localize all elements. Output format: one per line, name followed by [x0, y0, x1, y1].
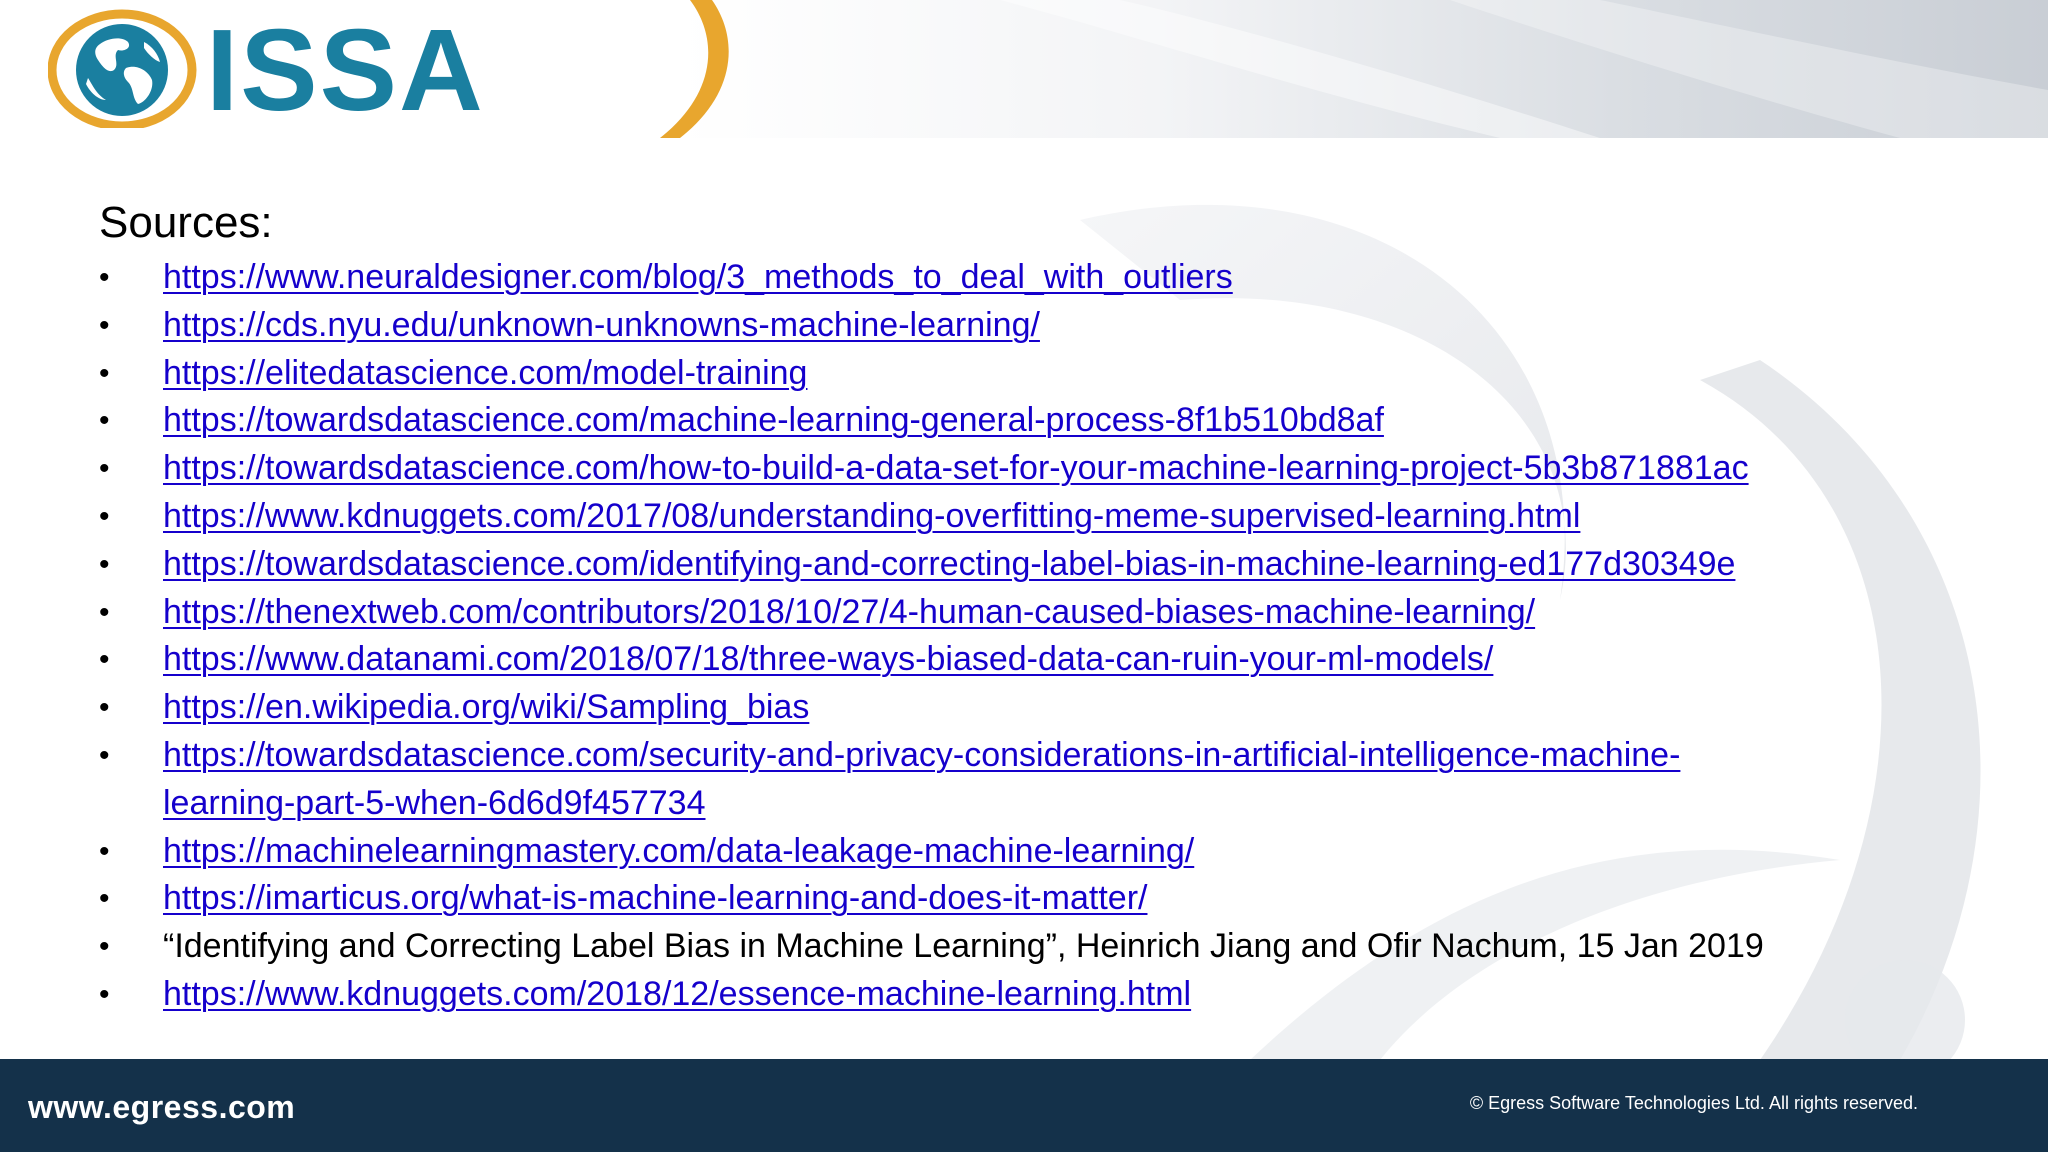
bullet-icon: •	[99, 547, 110, 581]
list-item	[99, 971, 1999, 1019]
bullet-icon: •	[99, 452, 110, 486]
footer-website: www.egress.com	[28, 1089, 296, 1125]
source-link[interactable]: https://towardsdatascience.com/machine-learning-general-process-8f1b510bd8af	[163, 401, 1384, 440]
list-item	[99, 397, 1999, 445]
bullet-icon: •	[99, 404, 110, 438]
bullet-icon: •	[99, 738, 110, 772]
bullet-icon: •	[99, 308, 110, 342]
source-citation: “Identifying and Correcting Label Bias in Machine Learning”, Heinrich Jiang and Ofir Nachum, 15 Jan 2019	[163, 927, 1764, 966]
source-link-line-1: https://towardsdatascience.com/security-and-privacy-considerations-in-artificial-intelligence-machine-	[163, 735, 1681, 774]
bullet-icon: •	[99, 930, 110, 964]
list-item	[99, 541, 1999, 589]
list-item	[99, 254, 1999, 302]
source-link-line-2: learning-part-5-when-6d6d9f457734	[163, 783, 706, 822]
list-item	[99, 828, 1999, 876]
list-item	[99, 493, 1999, 541]
source-link-multiline[interactable]	[163, 736, 1680, 822]
issa-logo	[48, 5, 485, 135]
bullet-icon: •	[99, 834, 110, 868]
list-item	[99, 923, 1999, 971]
list-item	[99, 589, 1999, 637]
bullet-icon: •	[99, 356, 110, 390]
source-link[interactable]: https://thenextweb.com/contributors/2018/10/27/4-human-caused-biases-machine-learning/	[163, 592, 1536, 631]
source-link[interactable]: https://imarticus.org/what-is-machine-learning-and-does-it-matter/	[163, 879, 1148, 918]
header	[0, 0, 2048, 138]
source-list	[99, 254, 1999, 1019]
source-link[interactable]: https://machinelearningmastery.com/data-leakage-machine-learning/	[163, 831, 1195, 870]
bullet-icon: •	[99, 882, 110, 916]
list-item	[99, 302, 1999, 350]
list-item	[99, 875, 1999, 923]
source-link[interactable]: https://en.wikipedia.org/wiki/Sampling_bias	[163, 688, 810, 727]
list-item	[99, 684, 1999, 732]
source-link[interactable]: https://www.neuraldesigner.com/blog/3_methods_to_deal_with_outliers	[163, 258, 1233, 296]
source-link[interactable]: https://www.datanami.com/2018/07/18/three-ways-biased-data-can-ruin-your-ml-models/	[163, 640, 1494, 679]
list-item	[99, 445, 1999, 493]
sources-section	[99, 196, 1999, 1019]
bullet-icon: •	[99, 261, 110, 294]
bullet-icon: •	[99, 595, 110, 629]
bullet-icon: •	[99, 691, 110, 725]
list-item	[99, 350, 1999, 398]
source-link[interactable]: https://towardsdatascience.com/how-to-build-a-data-set-for-your-machine-learning-project-5b3b871881ac	[163, 449, 1749, 488]
source-link[interactable]: https://cds.nyu.edu/unknown-unknowns-machine-learning/	[163, 305, 1040, 344]
bullet-icon: •	[99, 977, 110, 1011]
sources-heading: Sources:	[99, 198, 273, 247]
globe-icon	[48, 8, 198, 128]
footer	[0, 1059, 2048, 1152]
list-item	[99, 732, 1999, 828]
source-link[interactable]: https://elitedatascience.com/model-training	[163, 353, 808, 392]
list-item	[99, 636, 1999, 684]
footer-copyright: © Egress Software Technologies Ltd. All rights reserved.	[1469, 1093, 1918, 1113]
bullet-icon: •	[99, 643, 110, 677]
logo-wordmark: ISSA	[206, 5, 485, 135]
source-link[interactable]: https://www.kdnuggets.com/2017/08/understanding-overfitting-meme-supervised-learning.html	[163, 496, 1581, 535]
bullet-icon: •	[99, 499, 110, 533]
source-link[interactable]: https://www.kdnuggets.com/2018/12/essence-machine-learning.html	[163, 974, 1192, 1013]
source-link[interactable]: https://towardsdatascience.com/identifying-and-correcting-label-bias-in-machine-learning-ed177d30349e	[163, 544, 1736, 583]
